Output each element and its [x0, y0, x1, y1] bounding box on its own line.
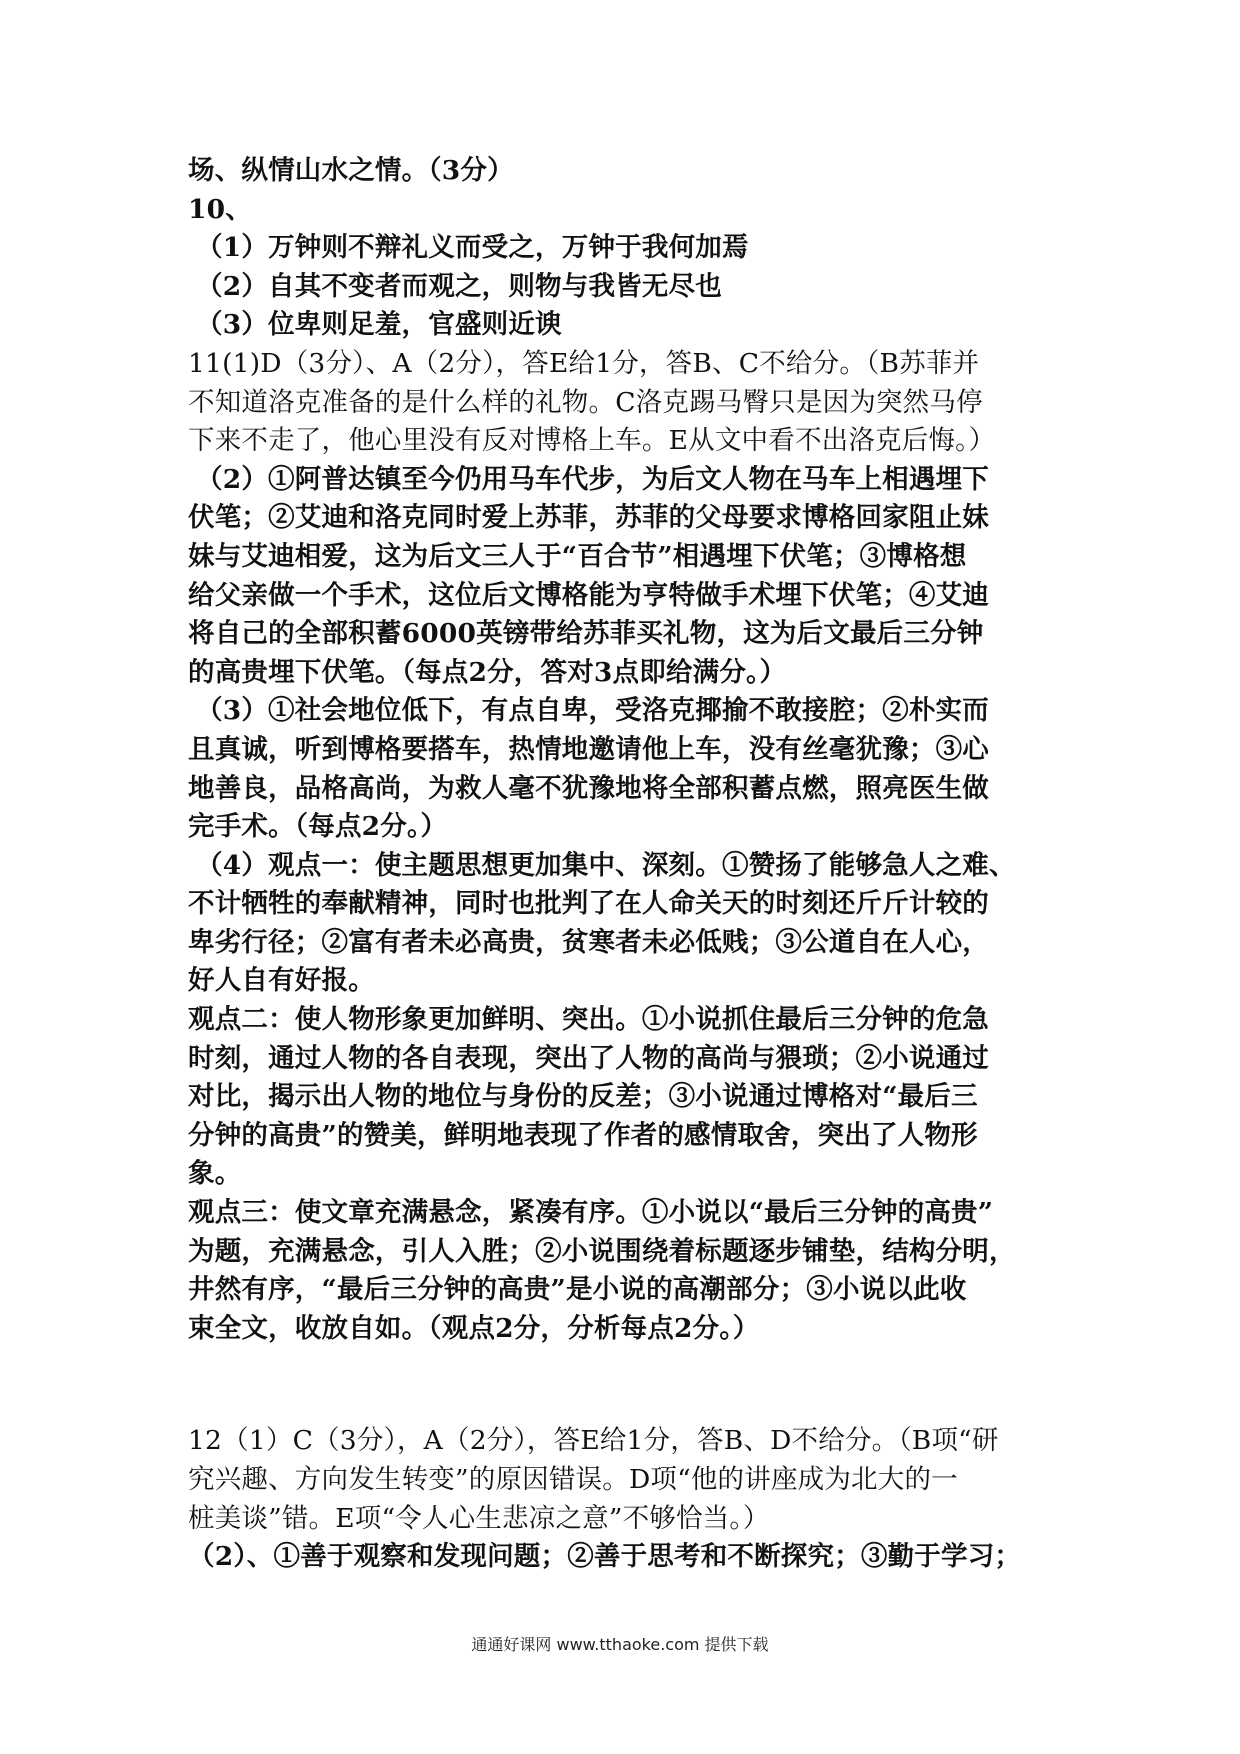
text-line: 束全文，收放自如。（观点2分，分析每点2分。）: [188, 1312, 760, 1344]
text-line: （2）自其不变者而观之，则物与我皆无尽也: [196, 270, 722, 302]
text-line: 12（1）C（3分），A（2分），答E给1分，答B、D不给分。（B项“研: [188, 1425, 999, 1457]
text-line: 对比，揭示出人物的地位与身份的反差；③小说通过博格对“最后三: [188, 1081, 978, 1113]
answer-key-text: [188, 152, 1068, 1577]
text-line: （4）观点一：使主题思想更加集中、深刻。①赞扬了能够急人之难、: [196, 849, 1016, 881]
text-line: 将自己的全部积蓄6000英镑带给苏菲买礼物，这为后文最后三分钟: [188, 618, 984, 650]
text-line: 给父亲做一个手术，这位后文博格能为亨特做手术埋下伏笔；④艾迪: [188, 579, 989, 611]
footer-source: 通通好课网 www.tthaoke.com 提供下载: [471, 1635, 769, 1654]
text-line: （1）万钟则不辩礼义而受之，万钟于我何加焉: [196, 232, 749, 264]
text-line: 地善良，品格高尚，为救人毫不犹豫地将全部积蓄点燃，照亮医生做: [188, 772, 989, 804]
text-line: 卑劣行径；②富有者未必高贵，贫寒者未必低贱；③公道自在人心，: [188, 926, 989, 958]
text-line: 妹与艾迪相爱，这为后文三人于“百合节”相遇埋下伏笔；③博格想: [188, 540, 967, 572]
text-line: 场、纵情山水之情。（3分）: [188, 155, 514, 186]
text-line: （3）位卑则足羞，官盛则近谀: [196, 309, 562, 341]
text-line: （2）、①善于观察和发现问题；②善于思考和不断探究；③勤于学习；: [188, 1541, 1022, 1573]
text-line: 究兴趣、方向发生转变”的原因错误。D项“他的讲座成为北大的一: [188, 1464, 958, 1495]
text-line: 时刻，通过人物的各自表现，突出了人物的高尚与猥琐；②小说通过: [188, 1042, 989, 1074]
section-gap: [188, 1348, 1068, 1422]
text-line: 井然有序，“最后三分钟的高贵”是小说的高潮部分；③小说以此收: [188, 1274, 967, 1306]
text-line: 分钟的高贵”的赞美，鲜明地表现了作者的感情取舍，突出了人物形: [188, 1119, 978, 1151]
text-line: 伏笔；②艾迪和洛克同时爱上苏菲，苏菲的父母要求博格回家阻止妹: [188, 502, 989, 534]
text-line: 观点二：使人物形象更加鲜明、突出。①小说抓住最后三分钟的危急: [188, 1004, 989, 1036]
text-line: 且真诚，听到博格要搭车，热情地邀请他上车，没有丝毫犹豫；③心: [188, 733, 989, 765]
text-line: 下来不走了，他心里没有反对博格上车。E从文中看不出洛克后悔。）: [188, 425, 996, 457]
text-line: 好人自有好报。: [188, 965, 375, 997]
text-line: （2）①阿普达镇至今仍用马车代步，为后文人物在马车上相遇埋下: [196, 463, 989, 495]
text-line: 完手术。（每点2分。）: [188, 811, 448, 843]
text-line: 象。: [188, 1158, 242, 1190]
text-line: 11(1)D（3分）、A（2分），答E给1分，答B、C不给分。（B苏菲并: [188, 347, 980, 379]
text-line: （3）①社会地位低下，有点自卑，受洛克揶揄不敢接腔；②朴实而: [196, 695, 989, 727]
text-line: 观点三：使文章充满悬念，紧凑有序。①小说以“最后三分钟的高贵”: [188, 1197, 994, 1229]
question-number: 10、: [188, 193, 252, 225]
text-line: 的高贵埋下伏笔。（每点2分，答对3点即给满分。）: [188, 656, 787, 688]
text-line: 不知道洛克准备的是什么样的礼物。C洛克踢马臀只是因为突然马停: [188, 386, 983, 418]
text-line: 不计牺牲的奉献精神，同时也批判了在人命关天的时刻还斤斤计较的: [188, 888, 989, 920]
text-line: 桩美谈”错。E项“令人心生悲凉之意”不够恰当。）: [188, 1502, 770, 1534]
text-line: 为题，充满悬念，引人入胜；②小说围绕着标题逐步铺垫，结构分明，: [188, 1235, 1016, 1267]
